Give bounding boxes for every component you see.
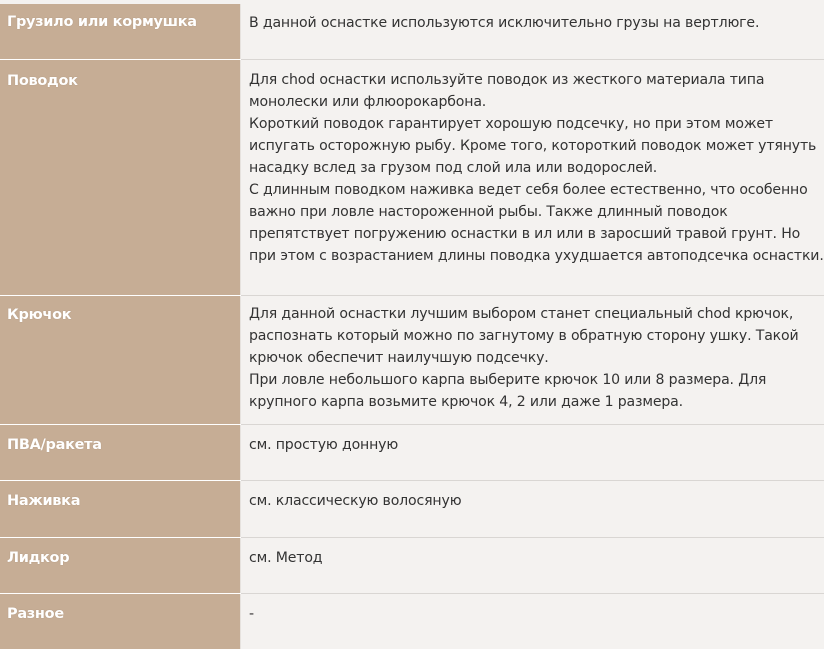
row-label: Поводок	[7, 72, 78, 89]
row-value: Для данной оснастки лучшим выбором станет специальный chod крючок, распознать который можно по загнутому в обратную сторону ушку. Такой крючок обеспечит наилучшую подсечку. При ловле небольшого карпа выберите крючок 10 или 8 размера. Для крупного карпа возьмите крючок 4, 2 или даже 1 размера.	[249, 305, 799, 410]
row-value-cell	[241, 4, 824, 59]
table-row	[0, 480, 824, 537]
row-label: Лидкор	[7, 549, 70, 566]
row-label-cell	[0, 59, 241, 295]
table-row	[0, 59, 824, 295]
row-label-cell	[0, 424, 241, 480]
table-row	[0, 537, 824, 593]
row-label-cell	[0, 295, 241, 424]
row-value-cell	[241, 424, 824, 480]
row-value-cell	[241, 593, 824, 649]
row-value-cell	[241, 480, 824, 537]
row-value-cell	[241, 295, 824, 424]
table-row	[0, 424, 824, 480]
row-value: -	[249, 605, 254, 622]
row-label-cell	[0, 4, 241, 59]
row-value: см. классическую волосяную	[249, 492, 462, 509]
row-label: Грузило или кормушка	[7, 14, 197, 30]
row-value-cell	[241, 537, 824, 593]
table-row	[0, 593, 824, 649]
rig-spec-table	[0, 4, 824, 649]
row-value: см. Метод	[249, 549, 323, 566]
row-value: см. простую донную	[249, 436, 399, 453]
table-row	[0, 295, 824, 424]
row-value: Для chod оснастки используйте поводок из жесткого материала типа монолески или флюорокарбона. Короткий поводок гарантирует хорошую подсечку, но при этом может испугать осторожную рыбу. Кроме того, котороткий поводок может утянуть насадку вслед за грузом под слой ила или водорослей. С длинным поводком наживка ведет себя более естественно, что особенно важно при ловле настороженной рыбы. Также длинный поводок препятствует погружению оснастки в ил или в заросший травой грунт. Но при этом с возрастанием длины поводка ухудшается автоподсечка оснастки.	[249, 71, 824, 264]
row-value-cell	[241, 59, 824, 295]
row-label: Крючок	[7, 306, 72, 323]
row-label: Разное	[7, 605, 64, 622]
row-label-cell	[0, 480, 241, 537]
table-row	[0, 4, 824, 59]
row-label-cell	[0, 537, 241, 593]
row-value: В данной оснастке используются исключительно грузы на вертлюге.	[249, 15, 760, 31]
row-label: Наживка	[7, 492, 81, 509]
row-label: ПВА/ракета	[7, 436, 102, 453]
row-label-cell	[0, 593, 241, 649]
